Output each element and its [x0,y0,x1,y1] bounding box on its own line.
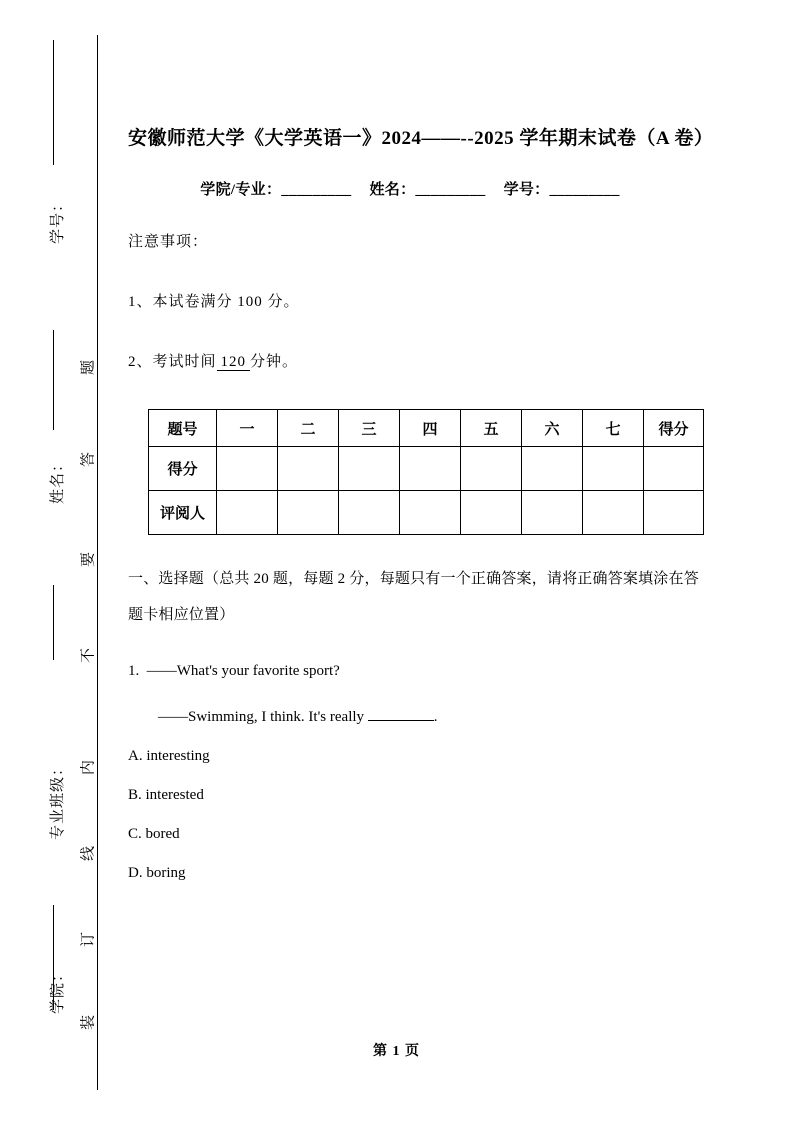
row-label-score: 得分 [149,447,217,491]
margin-label-department: 学院： [50,966,66,1015]
table-header-cell: 三 [339,410,400,447]
reviewer-cell[interactable] [217,491,278,535]
reviewer-cell[interactable] [461,491,522,535]
seal-char: 答 [80,452,97,468]
score-cell[interactable] [278,447,339,491]
score-cell[interactable] [461,447,522,491]
page-footer: 第 1 页 [373,1044,420,1059]
answer-prompt-text: ——Swimming, I think. It's really [158,709,365,725]
duration-prefix: 2、考试时间 [128,354,217,370]
table-header-cell: 六 [522,410,583,447]
table-header-cell: 五 [461,410,522,447]
score-cell[interactable] [339,447,400,491]
margin-label-name: 姓名： [50,456,66,505]
name-blank[interactable]: _________ [415,182,486,198]
seal-char: 线 [80,846,97,862]
row-label-reviewer: 评阅人 [149,491,217,535]
table-row [149,447,704,491]
option-a[interactable]: A. interesting [128,748,210,764]
score-summary-table [148,409,704,535]
question-1-line-1 [128,653,710,689]
answer-blank[interactable] [368,720,434,721]
margin-label-class: 专业班级： [50,760,66,841]
score-cell[interactable] [400,447,461,491]
reviewer-cell[interactable] [339,491,400,535]
section-heading-multiple-choice: 一、选择题（总共 20 题，每题 2 分，每题只有一个正确答案，请将正确答案填涂在答题卡相应位置） [128,571,699,623]
notice-item-total-score: 1、本试卷满分 100 分。 [128,294,300,310]
student-id-field [504,182,620,198]
name-field [369,182,485,198]
answer-period: . [433,709,438,725]
table-header-cell: 一 [217,410,278,447]
seal-char: 不 [80,648,97,664]
table-header-cell: 二 [278,410,339,447]
table-row [149,491,704,535]
reviewer-cell[interactable] [522,491,583,535]
score-cell[interactable] [217,447,278,491]
margin-label-student-id: 学号： [50,196,66,245]
student-id-label: 学号： [503,182,550,198]
duration-suffix: 分钟。 [250,354,299,370]
score-cell[interactable] [522,447,583,491]
student-info-line [128,178,710,199]
reviewer-cell[interactable] [400,491,461,535]
seal-char: 要 [80,552,97,568]
option-b[interactable]: B. interested [128,787,204,803]
table-header-cell: 题号 [149,410,217,447]
department-field [200,182,351,198]
student-id-blank[interactable]: _________ [549,182,620,198]
department-blank[interactable]: _________ [281,182,352,198]
score-cell[interactable] [644,447,704,491]
notice-heading: 注意事项： [128,234,209,250]
question-1-line-2 [158,709,710,726]
paper-body [128,0,714,882]
department-label: 学院/专业： [200,182,282,198]
reviewer-cell[interactable] [583,491,644,535]
seal-char: 装 [80,1015,97,1031]
question-number: 1. [128,663,140,679]
duration-value: 120 [217,354,251,371]
reviewer-cell[interactable] [278,491,339,535]
page-title: 安徽师范大学《大学英语一》2024——--2025 学年期末试卷（A 卷） [128,128,714,149]
table-header-cell: 得分 [644,410,704,447]
sealing-divider-tick [53,585,54,660]
option-c[interactable]: C. bored [128,826,180,842]
seal-char: 订 [80,932,97,948]
seal-char: 题 [80,360,97,376]
score-cell[interactable] [583,447,644,491]
table-header-cell: 七 [583,410,644,447]
reviewer-cell[interactable] [644,491,704,535]
seal-char: 内 [80,760,97,776]
notice-item-duration [128,350,710,371]
table-row [149,410,704,447]
table-header-cell: 四 [400,410,461,447]
name-label: 姓名： [369,182,416,198]
question-text: ——What's your favorite sport? [146,663,340,679]
option-d[interactable]: D. boring [128,865,186,881]
